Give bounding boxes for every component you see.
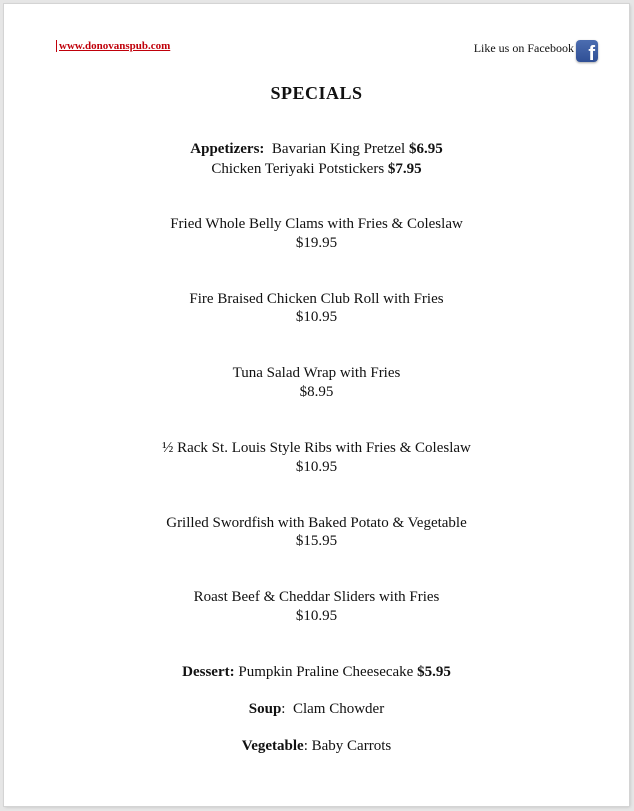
- special-1-name: Fried Whole Belly Clams with Fries & Coleslaw: [170, 216, 463, 232]
- special-4-price: $10.95: [295, 459, 338, 475]
- dessert-price: $5.95: [417, 664, 451, 680]
- dessert-label: Dessert:: [182, 664, 235, 680]
- appetizers-line-2: [4, 160, 629, 179]
- special-6-name: Roast Beef & Cheddar Sliders with Fries: [193, 589, 440, 605]
- dessert-line: [4, 663, 629, 682]
- appetizer-1-price: $6.95: [408, 141, 443, 157]
- vegetable-line: Vegetable: Baby Carrots: [241, 738, 392, 754]
- facebook-glyph: f: [588, 43, 595, 62]
- soup-label: Soup: [248, 701, 282, 717]
- special-6-price: $10.95: [295, 608, 338, 624]
- appetizers-label: Appetizers:: [190, 141, 265, 157]
- special-5-name: Grilled Swordfish with Baked Potato & Vegetable: [166, 515, 467, 531]
- document-page: [4, 4, 629, 806]
- special-5-price: $15.95: [295, 533, 338, 549]
- special-2-name: Fire Braised Chicken Club Roll with Fries: [189, 291, 444, 307]
- special-3-price: $8.95: [299, 384, 334, 400]
- appetizer-2-price: $7.95: [387, 161, 422, 177]
- special-2-price: $10.95: [295, 309, 338, 325]
- facebook-link[interactable]: [474, 40, 598, 62]
- vegetable-name: Baby Carrots: [311, 738, 392, 754]
- vegetable-label: Vegetable: [241, 738, 304, 754]
- special-4-name: ½ Rack St. Louis Style Ribs with Fries & Coleslaw: [162, 440, 471, 456]
- special-1-price: $19.95: [295, 235, 338, 251]
- soup-name: Clam Chowder: [292, 701, 385, 717]
- facebook-icon[interactable]: [576, 40, 598, 62]
- soup-line: Soup: Clam Chowder: [248, 701, 385, 717]
- special-3-name: Tuna Salad Wrap with Fries: [232, 365, 401, 381]
- facebook-text: Like us on Facebook: [473, 41, 574, 55]
- appetizers-line-1: [4, 140, 629, 159]
- dessert-name: Pumpkin Praline Cheesecake: [238, 664, 414, 680]
- page-title: SPECIALS: [270, 83, 363, 103]
- appetizer-1-name: Bavarian King Pretzel: [271, 141, 406, 157]
- website-link[interactable]: www.donovanspub.com: [56, 40, 170, 52]
- appetizer-2-name: Chicken Teriyaki Potstickers: [211, 161, 385, 177]
